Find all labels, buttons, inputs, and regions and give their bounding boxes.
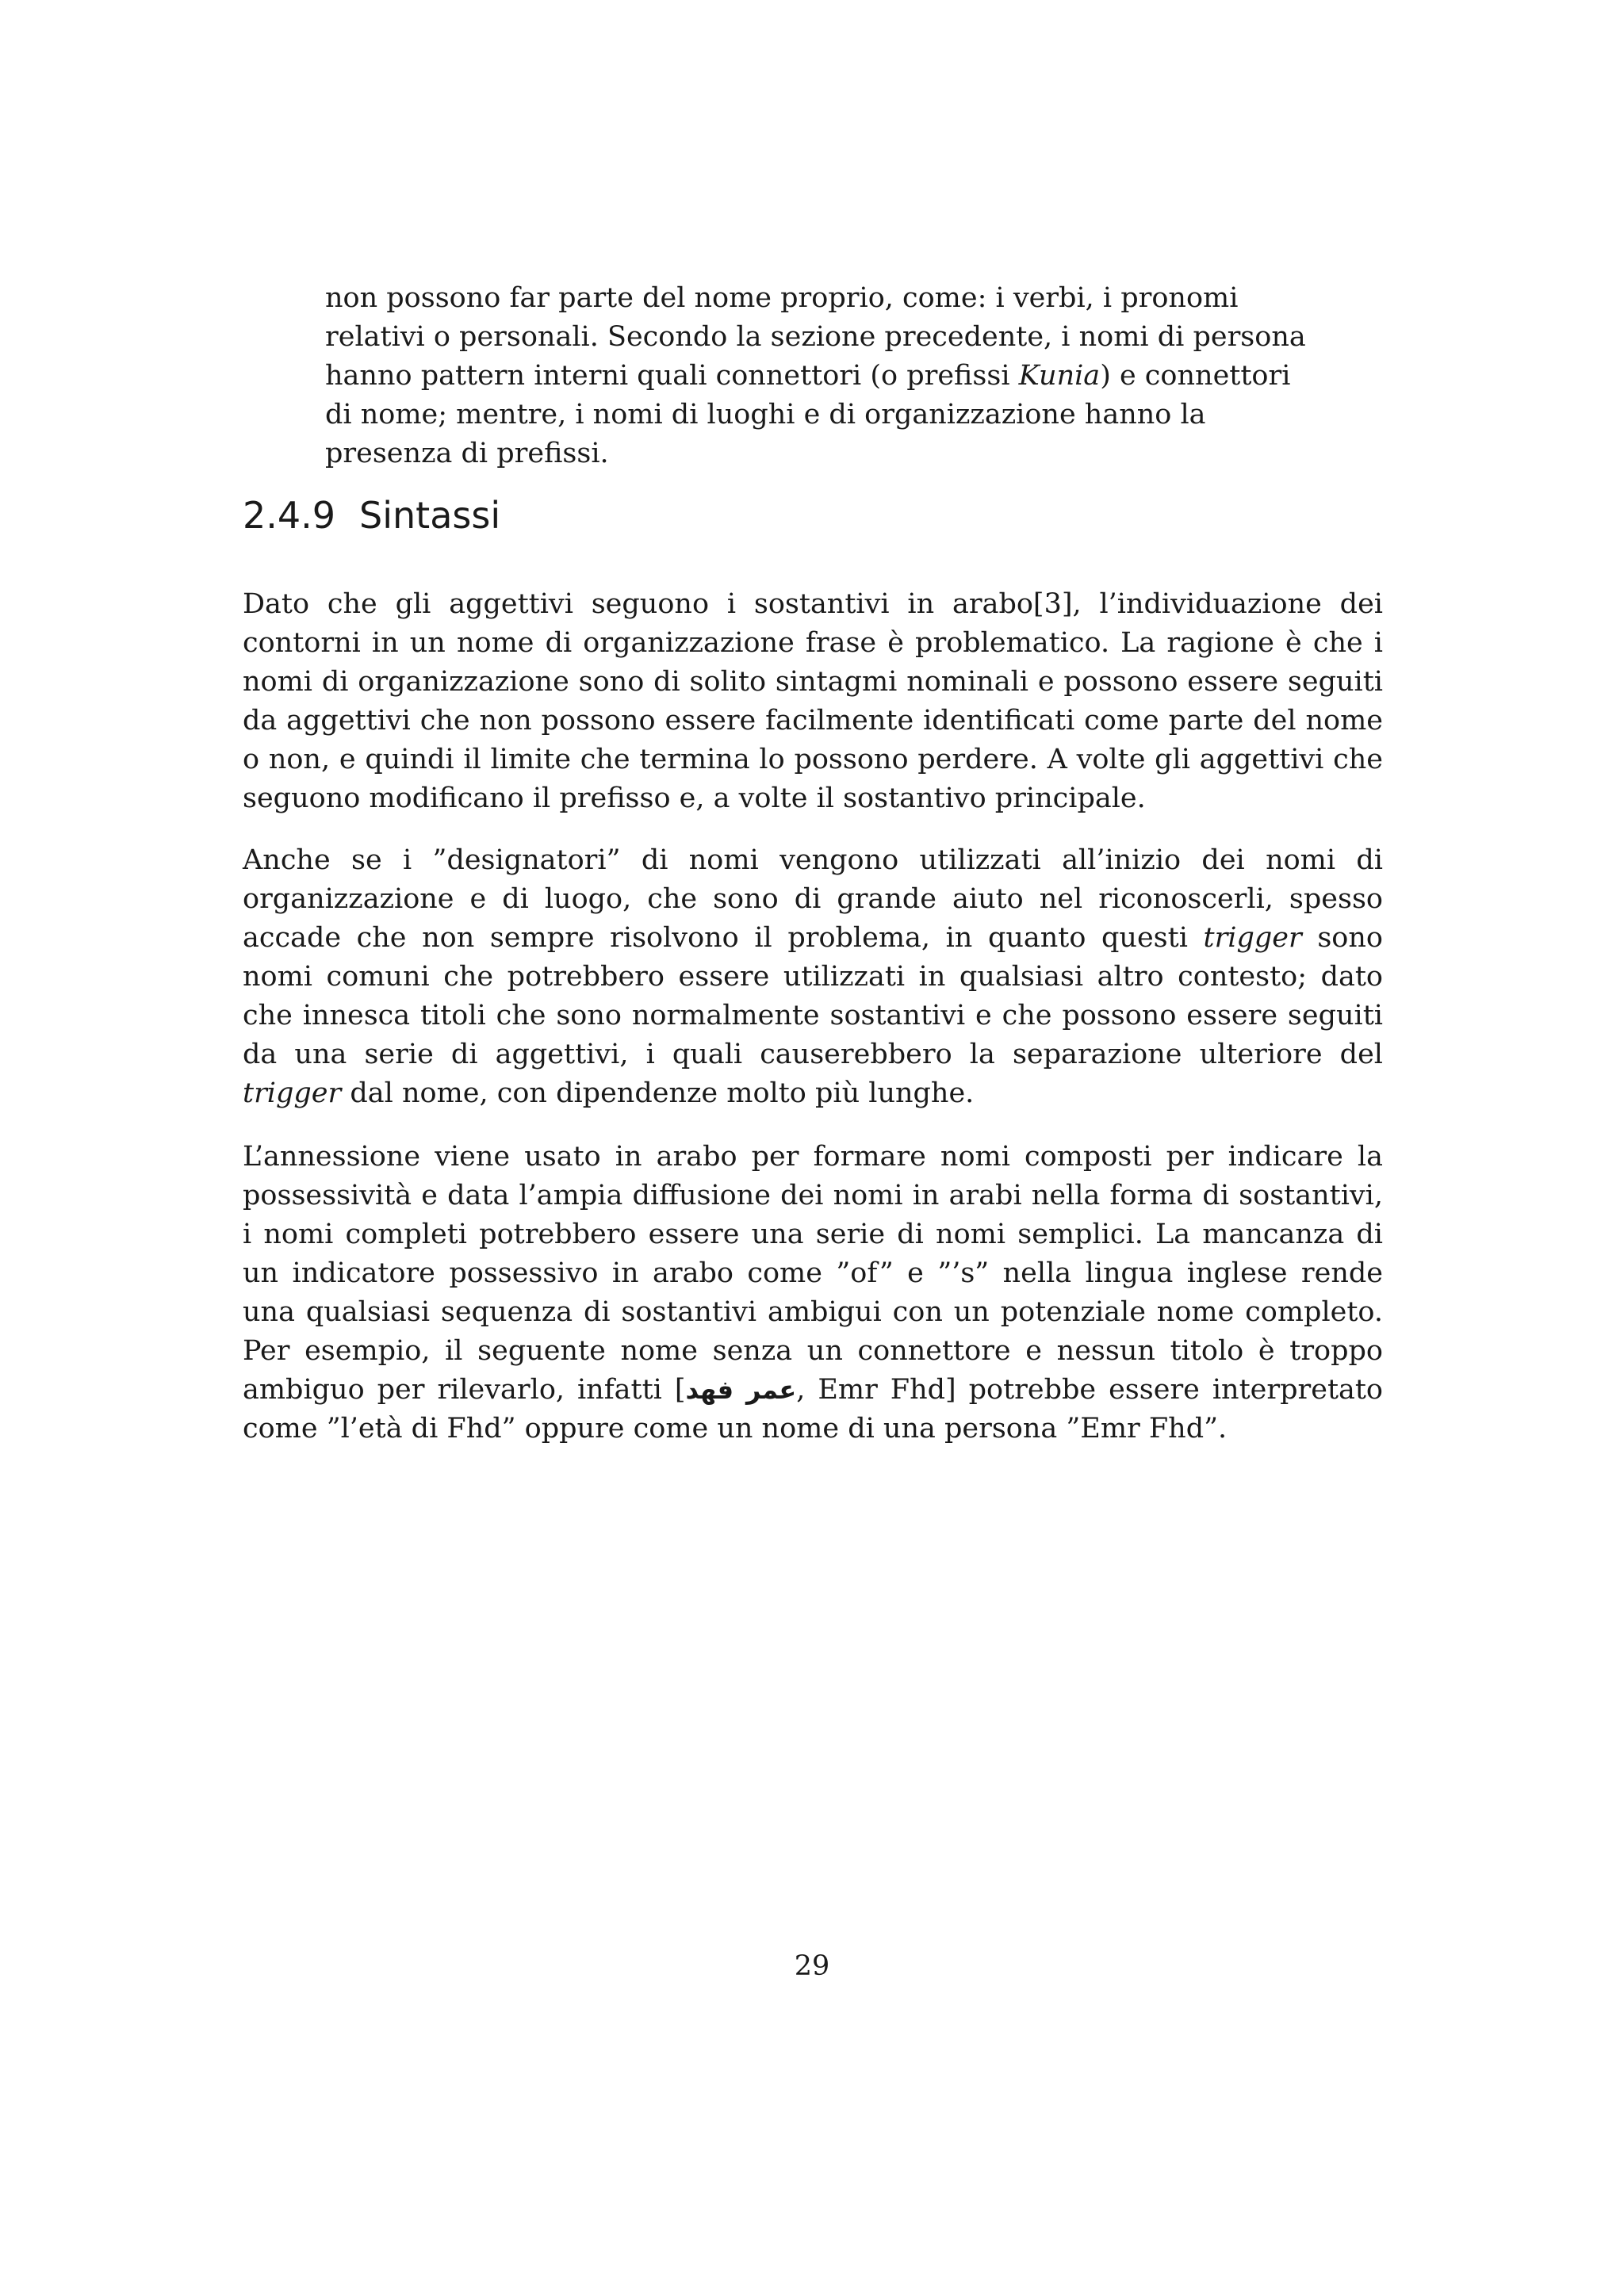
trigger-term: trigger — [243, 1077, 342, 1109]
paragraph-3 — [243, 1138, 1383, 1448]
paragraph-3-text-2: , Emr Fhd] potrebbe essere interpretato come ”l’età di Fhd” oppure come un nome di una persona ”Emr Fhd”. — [243, 1374, 1384, 1445]
paragraph-3-text-1: L’annessione viene usato in arabo per formare nomi composti per indicare la possessività e data l’ampia diffusione dei nomi in arabi nella forma di sostantivi, i nomi completi potrebbero essere una serie di nomi semplici. La mancanza di un indicatore possessivo in arabo come ”of” e ”’s” nella lingua inglese rende una qualsiasi sequenza di sostantivi ambigui con un potenziale nome completo. Per esempio, il seguente nome senza un connettore e nessun titolo è troppo ambiguo per rilevarlo, infatti [ — [243, 1141, 1383, 1406]
intro-text-2: ) e connettori di nome; mentre, i nomi di luoghi e di organizzazione hanno la presenza di prefissi. — [325, 360, 1291, 469]
paragraph-2-text-2: sono nomi comuni che potrebbero essere utilizzati in qualsiasi altro contesto; dato che innesca titoli che sono normalmente sostantivi e che possono essere seguiti da una serie di aggettivi, i quali causerebbero la separazione ulteriore del — [243, 922, 1383, 1070]
paragraph-2-text-1: Anche se i ”designatori” di nomi vengono utilizzati all’inizio dei nomi di organizzazione e di luogo, che sono di grande aiuto nel riconoscerli, spesso accade che non sempre risolvono il problema, in quanto questi — [243, 844, 1383, 954]
trigger-term: trigger — [1203, 922, 1302, 954]
section-number: 2.4.9 — [243, 494, 336, 537]
intro-text-1: non possono far parte del nome proprio, come: i verbi, i pronomi relativi o personali. Secondo la sezione precedente, i nomi di persona hanno pattern interni quali connettori (o prefissi — [325, 282, 1306, 392]
section-title: Sintassi — [359, 494, 501, 537]
kunia-term: Kunia — [1018, 360, 1101, 392]
intro-paragraph — [325, 279, 1316, 473]
arabic-name: عمر فهد — [685, 1375, 797, 1405]
page-number: 29 — [794, 1950, 830, 1982]
section-heading — [243, 493, 500, 538]
paragraph-2 — [243, 841, 1383, 1113]
paragraph-1: Dato che gli aggettivi seguono i sostantivi in arabo[3], l’individuazione dei contorni in un nome di organizzazione frase è problematico. La ragione è che i nomi di organizzazione sono di solito sintagmi nominali e possono essere seguiti da aggettivi che non possono essere facilmente identificati come parte del nome o non, e quindi il limite che termina lo possono perdere. A volte gli aggettivi che seguono modificano il prefisso e, a volte il sostantivo principale. — [243, 588, 1383, 814]
paragraph-2-text-3: dal nome, con dipendenze molto più lunghe. — [341, 1077, 975, 1109]
